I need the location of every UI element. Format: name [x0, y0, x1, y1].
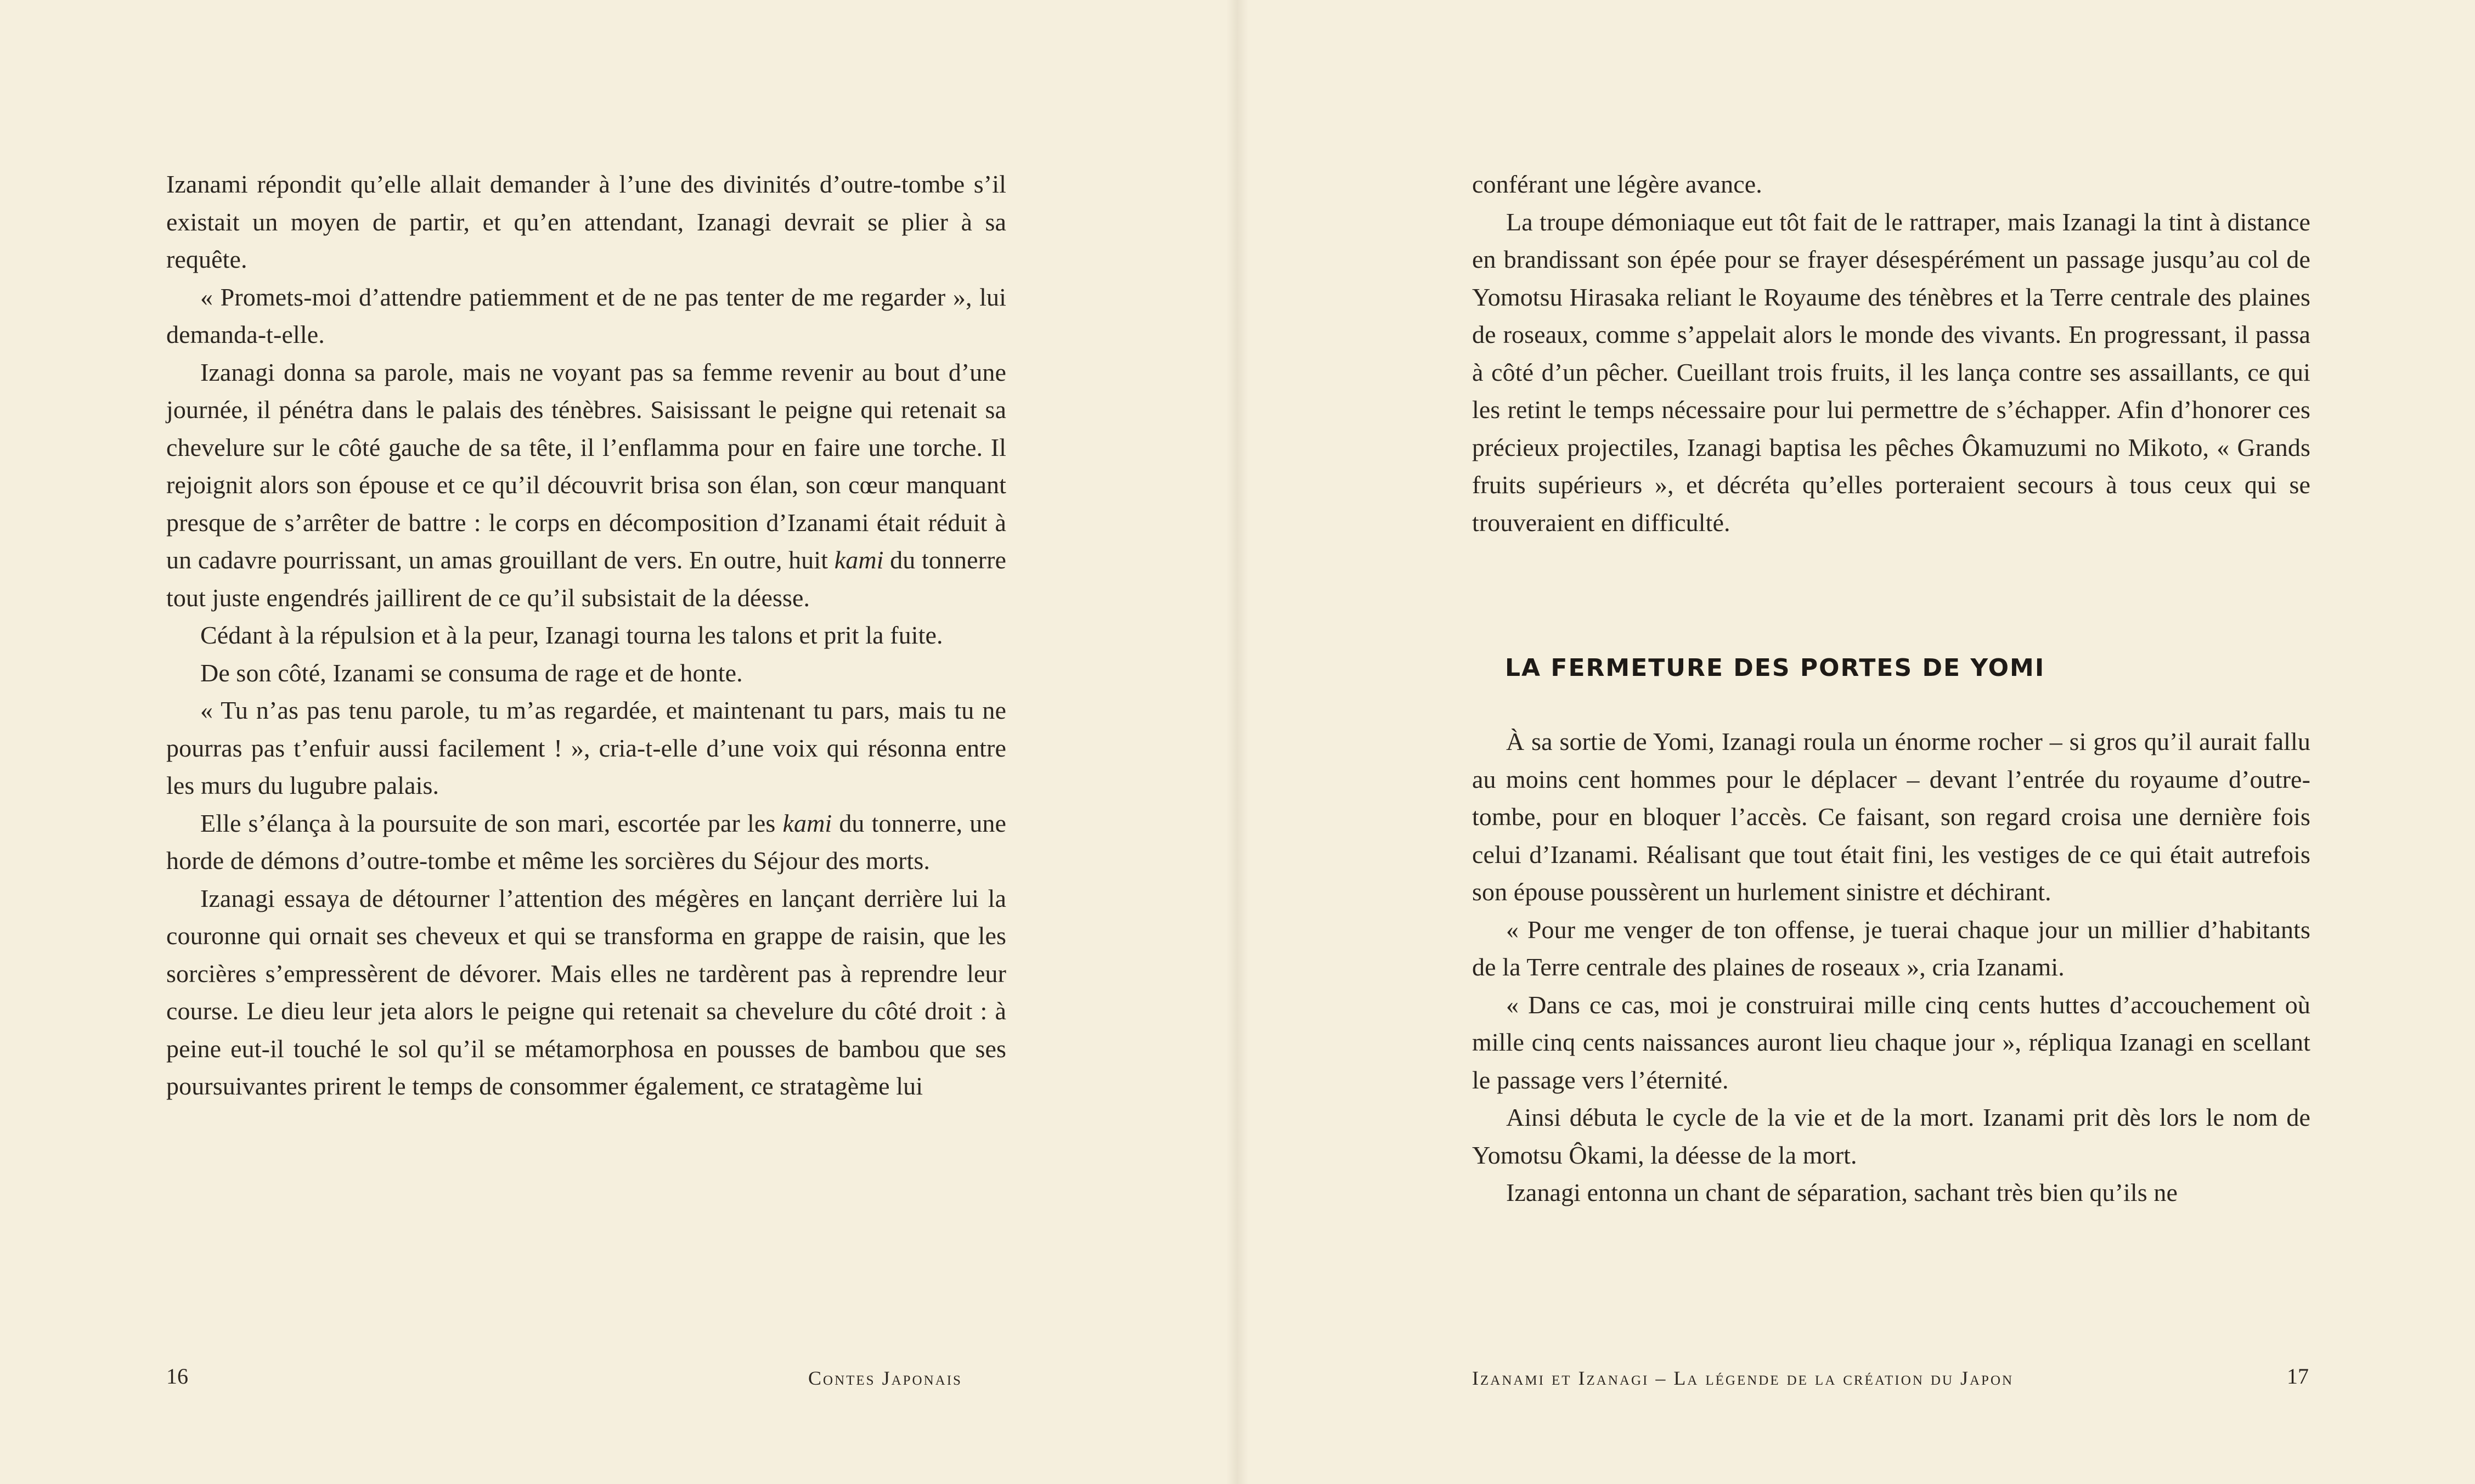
page-number-left: 16	[166, 1364, 188, 1389]
paragraph: Izanagi essaya de détourner l’attention des mégères en lançant derrière lui la couronne qui ornait ses cheveux et qui se transforma en grappe de raisin, que les sorcières s’empressèrent de dévorer. Mais elles ne tardèrent pas à reprendre leur course. Le dieu leur jeta alors le peigne qui retenait sa chevelure du côté droit : à peine eut-il touché le sol qu’il se métamorphosa en pousses de bambou que ses poursuivantes prirent le temps de consommer également, ce stratagème lui	[166, 884, 1006, 1100]
right-page-text-bottom	[1472, 723, 2310, 1212]
kami-term: kami	[834, 546, 884, 574]
paragraph: À sa sortie de Yomi, Izanagi roula un énorme rocher – si gros qu’il aurait fallu au moins cent hommes pour le déplacer – devant l’entrée du royaume d’outre-tombe, pour en bloquer l’accès. Ce faisant, son regard croisa une dernière fois celui d’Izanami. Réalisant que tout était fini, les vestiges de ce qui était autrefois son épouse poussèrent un hurlement sinistre et déchirant.	[1472, 727, 2310, 906]
paragraph	[166, 354, 1006, 617]
paragraph-text: Izanagi donna sa parole, mais ne voyant pas sa femme revenir au bout d’une journée, il pénétra dans le palais des ténèbres. Saisissant le peigne qui retenait sa chevelure sur le côté gauche de sa tête, il l’enflamma pour en faire une torche. Il rejoignit alors son épouse et ce qu’il découvrit brisa son élan, son cœur manquant presque de s’arrêter de battre : le corps en décomposition d’Izanami était réduit à un cadavre pourrissant, un amas grouillant de vers. En outre, huit	[166, 358, 1006, 574]
right-page-text-top	[1472, 166, 2310, 541]
paragraph: Ainsi débuta le cycle de la vie et de la mort. Izanami prit dès lors le nom de Yomotsu Ôkami, la déesse de la mort.	[1472, 1103, 2310, 1169]
paragraph: De son côté, Izanami se consuma de rage et de honte.	[200, 658, 743, 687]
paragraph-text: du tonnerre tout juste engendrés jaillirent de ce qu’il subsistait de la déesse.	[166, 546, 1007, 612]
running-head-right: Izanami et Izanagi – La légende de la création du Japon	[1472, 1367, 2014, 1389]
paragraph: conférant une légère avance.	[1472, 170, 1762, 198]
paragraph: « Promets-moi d’attendre patiemment et de ne pas tenter de me regarder », lui demanda-t-elle.	[166, 283, 1006, 348]
paragraph: La troupe démoniaque eut tôt fait de le rattraper, mais Izanagi la tint à distance en brandissant son épée pour se frayer désespérément un passage jusqu’au col de Yomotsu Hirasaka reliant le Royaume des ténèbres et la Terre centrale des plaines de roseaux, comme s’appelait alors le monde des vivants. En progressant, il passa à côté d’un pêcher. Cueillant trois fruits, il les lança contre ses assaillants, ce qui les retint le temps nécessaire pour lui permettre de s’échapper. Afin d’honorer ces précieux projectiles, Izanagi baptisa les pêches Ôkamuzumi no Mikoto, « Grands fruits supérieurs », et décréta qu’elles porteraient secours à tous ceux qui se trouveraient en difficulté.	[1472, 207, 2310, 537]
left-page-text	[166, 166, 1006, 1105]
paragraph: Izanami répondit qu’elle allait demander à l’une des divinités d’outre-tombe s’il existait un moyen de partir, et qu’en attendant, Izanagi devrait se plier à sa requête.	[166, 170, 1006, 273]
paragraph-text: Elle s’élança à la poursuite de son mari, escortée par les	[200, 809, 776, 837]
running-head-left: Contes Japonais	[808, 1367, 962, 1389]
paragraph: Cédant à la répulsion et à la peur, Izanagi tourna les talons et prit la fuite.	[200, 621, 943, 649]
paragraph-text: du tonnerre, une horde de démons d’outre-tombe et même les sorcières du Séjour des morts.	[166, 809, 1006, 874]
section-heading: LA FERMETURE DES PORTES DE YOMI	[1505, 654, 2045, 682]
paragraph	[166, 805, 1006, 880]
paragraph: « Pour me venger de ton offense, je tuerai chaque jour un millier d’habitants de la Terre centrale des plaines de roseaux », cria Izanami.	[1472, 915, 2310, 981]
paragraph: « Tu n’as pas tenu parole, tu m’as regardée, et maintenant tu pars, mais tu ne pourras pas t’enfuir aussi facilement ! », cria-t-elle d’une voix qui résonna entre les murs du lugubre palais.	[166, 696, 1006, 799]
page-gutter	[1226, 0, 1248, 1484]
page-number-right: 17	[2287, 1364, 2309, 1389]
paragraph: « Dans ce cas, moi je construirai mille cinq cents huttes d’accouchement où mille cinq cents naissances auront lieu chaque jour », répliqua Izanagi en scellant le passage vers l’éternité.	[1472, 990, 2310, 1094]
kami-term: kami	[782, 809, 832, 837]
paragraph: Izanagi entonna un chant de séparation, sachant très bien qu’ils ne	[1506, 1178, 2178, 1206]
